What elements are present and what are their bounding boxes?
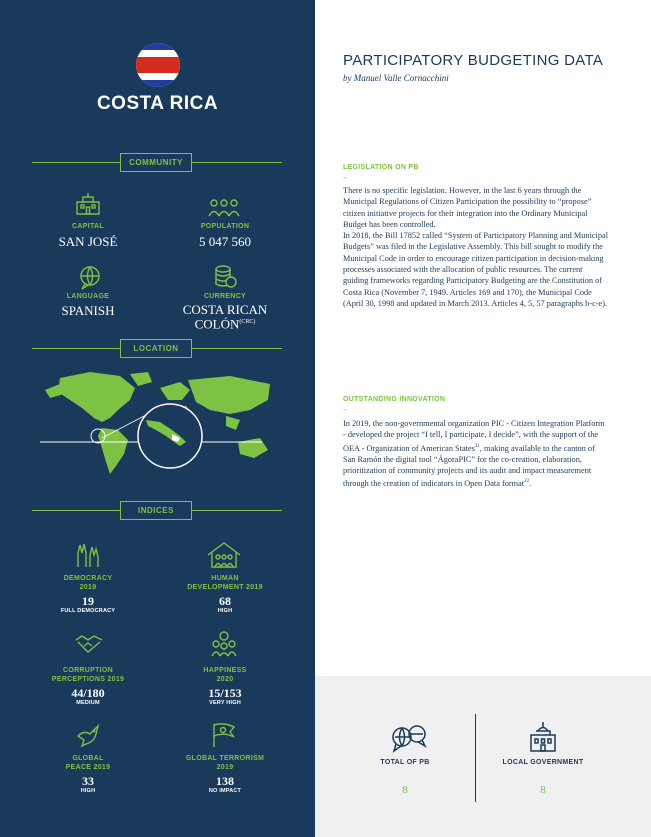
innovation-text (343, 418, 608, 489)
author-byline: by Manuel Valle Cornacchini (343, 73, 449, 83)
language-label: LANGUAGE (66, 293, 110, 300)
happiness-value: 15/153 (208, 686, 242, 700)
country-panel (0, 0, 315, 837)
currency-label: CURRENCY (203, 293, 247, 300)
local-gov-label: LOCAL GOVERNMENT (502, 759, 584, 766)
population-value: 5 047 560 (199, 234, 251, 249)
total-pb-label: TOTAL OF PB (380, 759, 430, 766)
total-pb-value: 8 (402, 784, 408, 796)
innovation-part-2: , making available to the canton of San Ramón the digital tool “ÁgoraPIC” for the co-creation, elaboration, prioritization of community projects and its audit and impact measurement through the creation of indicators in Open Data format (343, 443, 595, 489)
speech-bubbles-icon (391, 724, 427, 754)
democracy-label (40, 574, 136, 592)
capital-value: SAN JOSÉ (58, 234, 118, 249)
peace-sub: HIGH (80, 788, 96, 794)
peace-label-1: GLOBAL (72, 755, 104, 762)
terrorism-label (175, 754, 275, 772)
page-title: PARTICIPATORY BUDGETING DATA (343, 52, 604, 69)
town-hall-icon (528, 721, 558, 753)
population-label: POPULATION (200, 223, 250, 230)
building-icon (73, 192, 103, 216)
democracy-value: 19 (82, 594, 94, 608)
innovation-part-3: . (529, 479, 532, 489)
terrorism-label-2: 2019 (216, 764, 234, 771)
peace-value: 33 (82, 774, 94, 788)
corruption-label (40, 666, 136, 684)
happy-people-icon (210, 630, 238, 658)
legislation-text (343, 185, 608, 309)
happiness-label (175, 666, 275, 684)
happiness-label-2: 2020 (216, 676, 234, 683)
handshake-icon (74, 632, 104, 656)
human-dev-label-1: HUMAN (211, 575, 239, 582)
innovation-paragraph (343, 418, 608, 489)
currency-code: (CRC) (239, 319, 256, 325)
peace-label (40, 754, 136, 772)
currency-name: COLÓN (194, 316, 240, 332)
terrorism-label-1: GLOBAL TERRORISM (185, 755, 265, 762)
happiness-label-1: HAPPINESS (203, 667, 247, 674)
currency-value (175, 303, 275, 330)
legislation-heading: LEGISLATION ON PB (343, 164, 419, 171)
indices-heading: INDICES (120, 501, 192, 520)
legislation-paragraph-1: There is no specific legislation. However, in the last 6 years through the Municipal Regulations of Citizen Participation the possibility to “propose” citizen initiative projects for their integration into the Ordinary Municipal Budget has been controlled. (343, 186, 592, 229)
corruption-value: 44/180 (71, 686, 105, 700)
flag-icon (136, 43, 180, 87)
innovation-heading: OUTSTANDING INNOVATION (343, 396, 446, 403)
currency-value-line1: COSTA RICAN (182, 302, 268, 317)
democracy-label-2: 2019 (79, 584, 97, 591)
summary-footer (315, 676, 651, 837)
house-people-icon (206, 541, 242, 569)
footer-divider (475, 714, 476, 802)
human-dev-label-2: DEVELOPMENT 2019 (187, 584, 263, 591)
corruption-sub: MEDIUM (76, 700, 100, 706)
coins-icon (213, 264, 237, 290)
democracy-sub: FULL DEMOCRACY (60, 608, 116, 614)
capital-label: CAPITAL (72, 223, 104, 230)
country-name: COSTA RICA (96, 93, 219, 114)
community-heading: COMMUNITY (120, 153, 192, 172)
legislation-dash: – (343, 173, 347, 182)
people-icon (207, 198, 241, 218)
corruption-label-2: PERCEPTIONS 2019 (51, 676, 125, 683)
dove-icon (76, 722, 102, 748)
language-value: SPANISH (61, 303, 115, 318)
terrorism-value: 138 (216, 774, 234, 788)
corruption-label-1: CORRUPTION (62, 667, 114, 674)
peace-label-2: PEACE 2019 (65, 764, 111, 771)
innovation-dash: – (343, 405, 347, 414)
world-map (30, 370, 285, 480)
human-dev-sub: HIGH (217, 608, 233, 614)
speech-globe-icon (77, 264, 103, 290)
innovation-part-1: In 2019, the non-governmental organization PIC - Citizen Integration Platform - developed the project “I tell, I participate, I decide”, with the support of the OEA - Organization of American States (343, 419, 605, 453)
terrorism-sub: NO IMPACT (208, 788, 242, 794)
human-dev-value: 68 (219, 594, 231, 608)
footnote-21: 21 (474, 443, 480, 449)
legislation-paragraph-2: In 2018, the Bill 17852 called “System of Participatory Planning and Municipal Budgets” was filed in the Legislative Assembly. This bill sought to modify the Municipal Code in order to encourage citizen participation in decision-making processes associated with the allocation of public resources. The current guiding frameworks regarding Participatory Budgeting are the Constitution of Costa Rica (November 7, 1949. Articles 169 and 170), the Municipal Code (April 30, 1998 and updated in March 2013. Articles 4, 5, 57 paragraphs b-c-e). (343, 231, 608, 308)
hands-icon (74, 541, 102, 569)
location-heading: LOCATION (120, 339, 192, 358)
currency-value-line2 (175, 316, 275, 330)
human-dev-label (175, 574, 275, 592)
footnote-22: 22 (524, 479, 530, 485)
skull-flag-icon (210, 722, 238, 748)
democracy-label-1: DEMOCRACY (63, 575, 113, 582)
local-gov-value: 8 (540, 784, 546, 796)
happiness-sub: VERY HIGH (209, 700, 241, 706)
